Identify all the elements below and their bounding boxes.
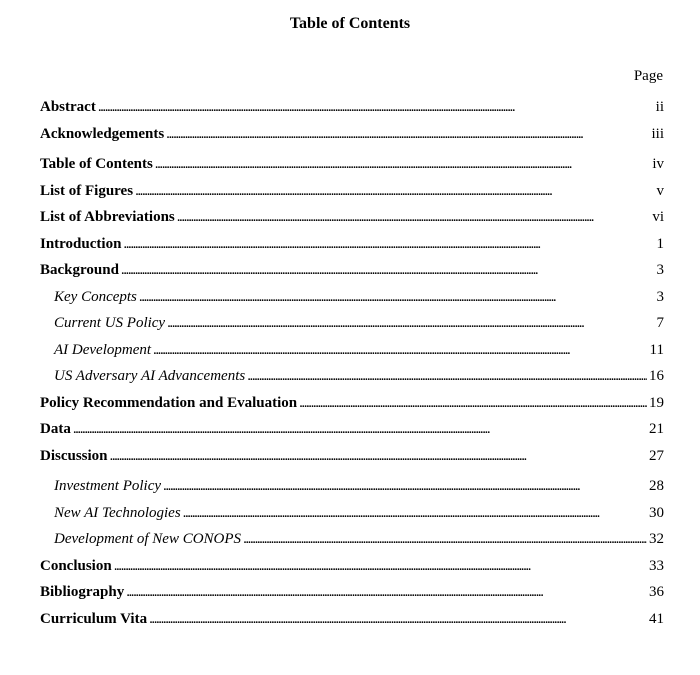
toc-entry-page: 28 [649, 478, 664, 494]
toc-entry-label: AI Development [54, 342, 152, 358]
toc-entry-bibliography[interactable] [40, 582, 664, 602]
dot-leader [126, 582, 647, 602]
toc-entry-list-of-abbreviations[interactable] [40, 207, 664, 227]
dot-leader [149, 609, 647, 629]
toc-entry-us-adversary-ai-advancements[interactable] [54, 366, 664, 386]
toc-entry-label: Conclusion [40, 558, 112, 574]
dot-leader [163, 476, 647, 496]
toc-entry-page: 30 [649, 505, 664, 521]
toc-entry-label: Development of New CONOPS [54, 531, 242, 547]
toc-entry-page: 33 [649, 558, 664, 574]
toc-entry-key-concepts[interactable] [54, 287, 664, 307]
dot-leader [177, 207, 651, 227]
toc-entry-page: v [656, 183, 664, 199]
dot-leader [167, 313, 654, 333]
toc-entry-page: vi [652, 209, 664, 225]
toc-entry-curriculum-vita[interactable] [40, 609, 664, 629]
dot-leader [123, 234, 654, 254]
toc-entry-label: Data [40, 421, 71, 437]
toc-entry-label: Key Concepts [54, 289, 137, 305]
toc-entry-discussion[interactable] [40, 446, 664, 466]
page-column-label: Page [633, 68, 663, 84]
toc-entry-background[interactable] [40, 260, 664, 280]
toc-list [40, 0, 664, 675]
toc-entry-label: Current US Policy [54, 315, 166, 331]
toc-entry-current-us-policy[interactable] [54, 313, 664, 333]
dot-leader [299, 393, 647, 413]
toc-entry-page: 27 [649, 448, 664, 464]
toc-entry-label: List of Abbreviations [40, 209, 175, 225]
dot-leader [243, 529, 647, 549]
toc-entry-label: Discussion [40, 448, 108, 464]
toc-entry-label: Curriculum Vita [40, 611, 148, 627]
toc-entry-table-of-contents[interactable] [40, 154, 664, 174]
toc-entry-page: 32 [649, 531, 664, 547]
dot-leader [73, 419, 647, 439]
toc-entry-data[interactable] [40, 419, 664, 439]
toc-entry-development-of-new-conops[interactable] [54, 529, 664, 549]
dot-leader [166, 124, 649, 144]
dot-leader [110, 446, 647, 466]
toc-entry-label: Introduction [40, 236, 122, 252]
toc-entry-page: 11 [649, 342, 664, 358]
dot-leader [98, 97, 654, 117]
page-title: Table of Contents [289, 15, 411, 32]
toc-entry-page: 16 [649, 368, 664, 384]
toc-entry-label: New AI Technologies [54, 505, 181, 521]
toc-entry-page: 21 [649, 421, 664, 437]
dot-leader [183, 503, 647, 523]
toc-entry-policy-recommendation[interactable] [40, 393, 664, 413]
dot-leader [139, 287, 655, 307]
toc-entry-label: List of Figures [40, 183, 134, 199]
toc-entry-page: 36 [649, 584, 664, 600]
toc-entry-new-ai-technologies[interactable] [54, 503, 664, 523]
toc-entry-page: 1 [656, 236, 664, 252]
toc-entry-page: 3 [656, 262, 664, 278]
dot-leader [247, 366, 647, 386]
toc-entry-page: iii [651, 126, 664, 142]
toc-entry-label: Bibliography [40, 584, 125, 600]
toc-entry-label: Investment Policy [54, 478, 162, 494]
dot-leader [114, 556, 647, 576]
toc-entry-abstract[interactable] [40, 97, 664, 117]
toc-entry-acknowledgements[interactable] [40, 124, 664, 144]
toc-entry-page: 19 [649, 395, 664, 411]
dot-leader [121, 260, 655, 280]
toc-entry-label: Table of Contents [40, 156, 153, 172]
toc-entry-introduction[interactable] [40, 234, 664, 254]
toc-entry-page: 3 [656, 289, 664, 305]
dot-leader [135, 181, 654, 201]
toc-entry-page: iv [652, 156, 664, 172]
toc-entry-label: Acknowledgements [40, 126, 165, 142]
toc-entry-ai-development[interactable] [54, 340, 664, 360]
toc-entry-investment-policy[interactable] [54, 476, 664, 496]
toc-entry-conclusion[interactable] [40, 556, 664, 576]
toc-entry-page: ii [655, 99, 664, 115]
dot-leader [155, 154, 651, 174]
toc-entry-label: Abstract [40, 99, 96, 115]
toc-entry-label: Background [40, 262, 119, 278]
toc-entry-page: 41 [649, 611, 664, 627]
toc-entry-list-of-figures[interactable] [40, 181, 664, 201]
dot-leader [153, 340, 648, 360]
toc-entry-label: Policy Recommendation and Evaluation [40, 395, 298, 411]
toc-entry-page: 7 [656, 315, 664, 331]
toc-entry-label: US Adversary AI Advancements [54, 368, 246, 384]
